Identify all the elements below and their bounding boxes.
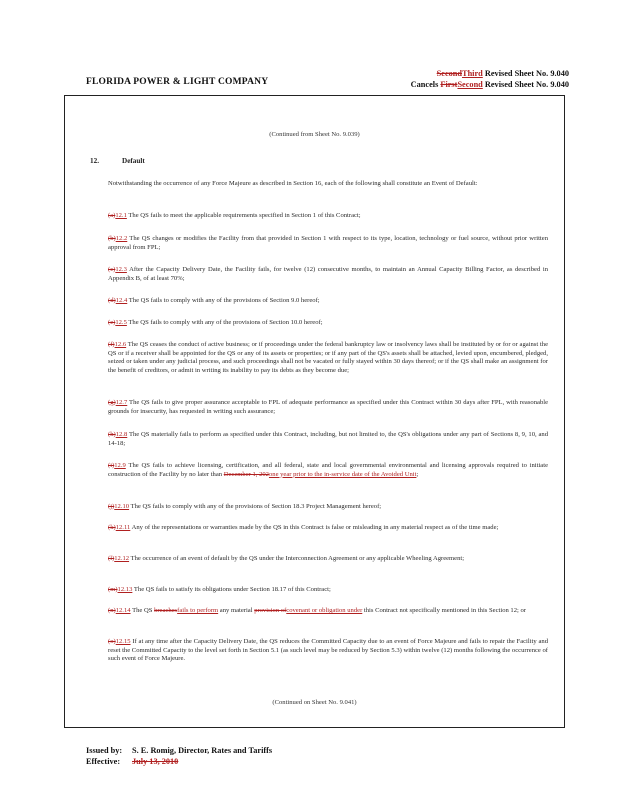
footer: [86, 745, 272, 767]
clause-12-12: (l)12.12 The occurrence of an event of default by the QS under the Interconnection Agreement or any applicable Wheeling Agreement;: [108, 555, 465, 562]
issued-by-value: S. E. Romig, Director, Rates and Tariffs: [132, 746, 273, 755]
clause-12-15: (o)12.15 If at any time after the Capacity Delivery Date, the QS reduces the Committed Capacity due to an event of Force Majeure and fails to repair the Facility and reset the Committed Capacity to the level set forth in Section 5.1 (as such level may be reduced by Section 5.3) within twelve (12) months following the occurrence of such event of Force Majeure.: [108, 638, 548, 663]
effective-date: July 13, 2010: [132, 757, 179, 766]
section-number: 12.: [90, 157, 99, 165]
sheet-line-2: [411, 79, 569, 90]
clause-12-13: (m)12.13 The QS fails to satisfy its obligations under Section 18.17 of this Contract;: [108, 586, 331, 593]
clause-12-10: (j)12.10 The QS fails to comply with any of the provisions of Section 18.3 Project Management hereof;: [108, 503, 382, 510]
continued-from-note: (Continued from Sheet No. 9.039): [269, 131, 360, 138]
sheet-line-2-rest: Revised Sheet No. 9.040: [482, 80, 569, 89]
clause-12-8: (h)12.8 The QS materially fails to perform as specified under this Contract, including, but not limited to, the QS's obligations under any part of Sections 8, 9, 10, and 14-18;: [108, 431, 548, 447]
clause-12-3: (c)12.3 After the Capacity Delivery Date, the Facility fails, for twelve (12) consecutive months, to maintain an Annual Capacity Billing Factor, as described in Appendix B, of at least 70%;: [108, 266, 548, 282]
clause-12-5: (e)12.5 The QS fails to comply with any of the provisions of Section 10.0 hereof;: [108, 319, 323, 326]
inserted-text: Second: [457, 80, 483, 89]
clause-12-9: (i)12.9 The QS fails to achieve licensing, certification, and all federal, state and local governmental environmental and licensing approvals required to initiate construction of the Facility by no later than December 1, 202one year prior to the in-service date of the Avoided Unit;: [108, 462, 548, 478]
clause-12-7: (g)12.7 The QS fails to give proper assurance acceptable to FPL of adequate performance as specified under this Contract within 30 days after FPL, with reasonable grounds for insecurity, has requested in writing such assurance;: [108, 399, 548, 415]
inserted-text: Third: [462, 69, 483, 78]
effective-line: [86, 756, 272, 767]
clause-12-6: (f)12.6 The QS ceases the conduct of active business; or if proceedings under the federal bankruptcy law or insolvency laws shall be instituted by or for or against the QS or if a receiver shall be appointed for the QS or any of its assets or properties; or if any part of the QS's assets shall be attached, levied upon, encumbered, pledged, seized or taken under any judicial process, and such proceedings shall not be vacated or fully stayed within 30 days thereof; or if the QS shall make an assignment for the benefit of creditors, or admit in writing its inability to pay its debts as they become due;: [108, 341, 548, 374]
continued-on-note: (Continued on Sheet No. 9.041): [272, 699, 357, 706]
sheet-line-1: [411, 68, 569, 79]
clause-12-1: (a)12.1 The QS fails to meet the applicable requirements specified in Section 1 of this Contract;: [108, 212, 361, 219]
cancels-label: Cancels: [410, 80, 441, 89]
section-title: Default: [122, 157, 145, 165]
deleted-text: Second: [436, 69, 463, 78]
clause-12-14: (n)12.14 The QS breachesfails to perform any material provision ofcovenant or obligation under this Contract not specifically mentioned in this Section 12; or: [108, 607, 526, 614]
deleted-text: First: [440, 80, 458, 89]
sheet-line-1-rest: Revised Sheet No. 9.040: [482, 69, 569, 78]
company-name: FLORIDA POWER & LIGHT COMPANY: [86, 77, 269, 87]
clause-12-4: (d)12.4 The QS fails to comply with any of the provisions of Section 9.0 hereof;: [108, 297, 320, 304]
issued-by-label: Issued by:: [86, 746, 123, 755]
effective-label: Effective:: [86, 757, 121, 766]
sheet-revision-info: [411, 68, 569, 90]
clause-12-2: (b)12.2 The QS changes or modifies the Facility from that provided in Section 1 with respect to its type, location, technology or fuel source, without prior written approval from FPL;: [108, 235, 548, 251]
issued-by-line: [86, 745, 272, 756]
clause-12-11: (k)12.11 Any of the representations or warranties made by the QS in this Contract is false or misleading in any material respect as of the time made;: [108, 524, 499, 531]
intro-paragraph: Notwithstanding the occurrence of any Force Majeure as described in Section 16, each of the following shall constitute an Event of Default:: [108, 180, 478, 187]
